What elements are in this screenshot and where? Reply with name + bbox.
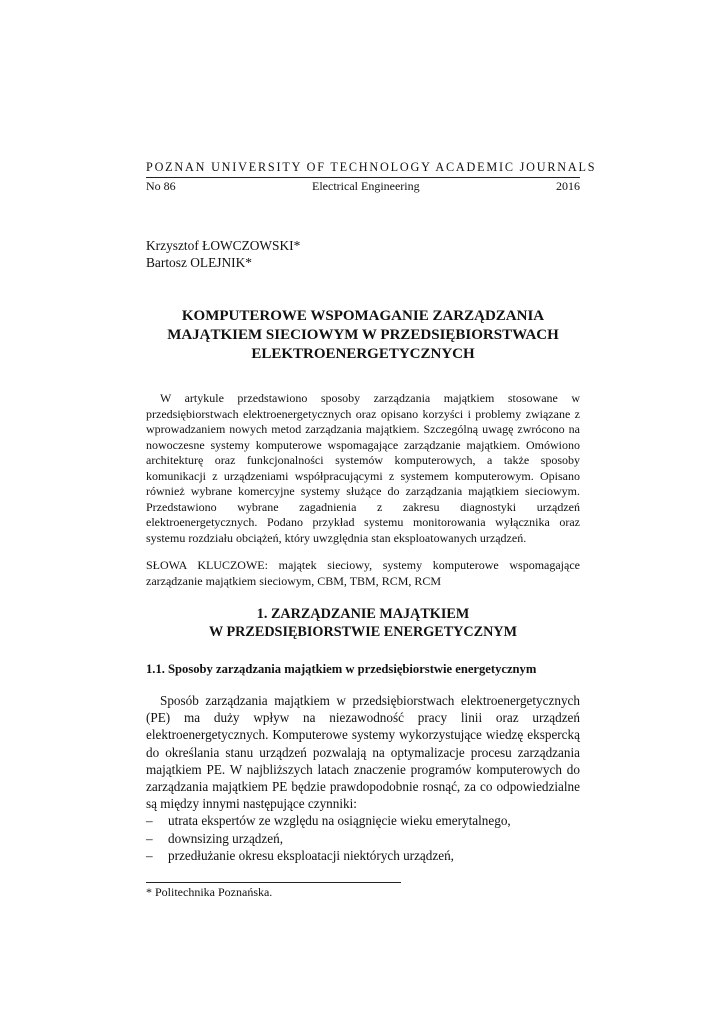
list-marker: –: [146, 830, 153, 846]
list-item-text: przedłużanie okresu eksploatacji niektórych urządzeń,: [168, 847, 454, 863]
journal-name: POZNAN UNIVERSITY OF TECHNOLOGY ACADEMIC JOURNALS: [146, 160, 597, 174]
list-item-text: utrata ekspertów ze względu na osiągnięcie wieku emerytalnego,: [168, 813, 511, 829]
title-line: KOMPUTEROWE WSPOMAGANIE ZARZĄDZANIA: [181, 308, 545, 324]
title-line: MAJĄTKIEM SIECIOWYM W PRZEDSIĘBIORSTWACH: [167, 327, 559, 343]
list-marker: –: [146, 847, 153, 863]
list-item: [146, 830, 580, 847]
keywords: SŁOWA KLUCZOWE: majątek sieciowy, systemy komputerowe wspomagające zarządzanie majątkiem sieciowym, CBM, TBM, RCM, RCM: [146, 558, 580, 588]
issue-row: [146, 179, 580, 193]
footnote: * Politechnika Poznańska.: [146, 885, 273, 900]
issue-year: 2016: [555, 179, 580, 193]
author-list: [146, 237, 580, 271]
author-name: Krzysztof ŁOWCZOWSKI*: [146, 238, 301, 253]
header-rule: [146, 177, 580, 178]
issue-number: No 86: [146, 179, 176, 193]
journal-field: Electrical Engineering: [312, 179, 420, 193]
author-name: Bartosz OLEJNIK*: [146, 255, 252, 270]
list-item: [146, 847, 580, 864]
list-item-text: downsizing urządzeń,: [168, 830, 283, 846]
footnote-rule: [146, 882, 401, 883]
paper-page: [146, 160, 597, 900]
body-paragraph: Sposób zarządzania majątkiem w przedsiębiorstwach elektroenergetycznych (PE) ma duży wpływ na niezawodność pracy linii oraz urządzeń elektroenergetycznych. Komputerowe systemy wykorzystujące wiedzę ekspercką do określania stanu urządzeń pozwalają na optymalizacje procesu zarządzania majątkiem PE. W najbliższych latach znaczenie programów komputerowych do zarządzania majątkiem PE będzie prawdopodobnie rosnąć, za co odpowiedzialne są między innymi następujące czynniki:: [146, 693, 580, 812]
abstract: W artykule przedstawiono sposoby zarządzania majątkiem stosowane w przedsiębiorstwach elektroenergetycznych oraz opisano korzyści i problemy związane z wprowadzaniem nowych metod zarządzania majątkiem. Szczególną uwagę zwrócono na nowoczesne systemy komputerowe wspomagające zarządzanie majątkiem. Omówiono architekturę oraz funkcjonalności systemów komputerowych, a także sposoby komunikacji z urządzeniami współpracującymi z systemem komputerowym. Opisano również wybrane komercyjne systemy służące do zarządzania majątkiem sieciowym. Przedstawiono wybrane zagadnienia z zakresu diagnostyki urządzeń elektroenergetycznych. Podano przykład systemu monitorowania wyłącznika oraz systemu rozdziału obciążeń, który uwzględnia stan eksploatowanych urządzeń.: [146, 391, 580, 545]
factor-list: [146, 812, 580, 864]
list-item: [146, 812, 580, 829]
list-marker: –: [146, 813, 153, 829]
section-heading-line: 1. ZARZĄDZANIE MAJĄTKIEM: [256, 606, 470, 622]
subsection-heading: 1.1. Sposoby zarządzania majątkiem w przedsiębiorstwie energetycznym: [146, 662, 537, 676]
paper-title: [146, 307, 580, 364]
section-heading: [146, 605, 580, 641]
title-line: ELEKTROENERGETYCZNYCH: [251, 346, 475, 362]
section-heading-line: W PRZEDSIĘBIORSTWIE ENERGETYCZNYM: [209, 624, 517, 640]
